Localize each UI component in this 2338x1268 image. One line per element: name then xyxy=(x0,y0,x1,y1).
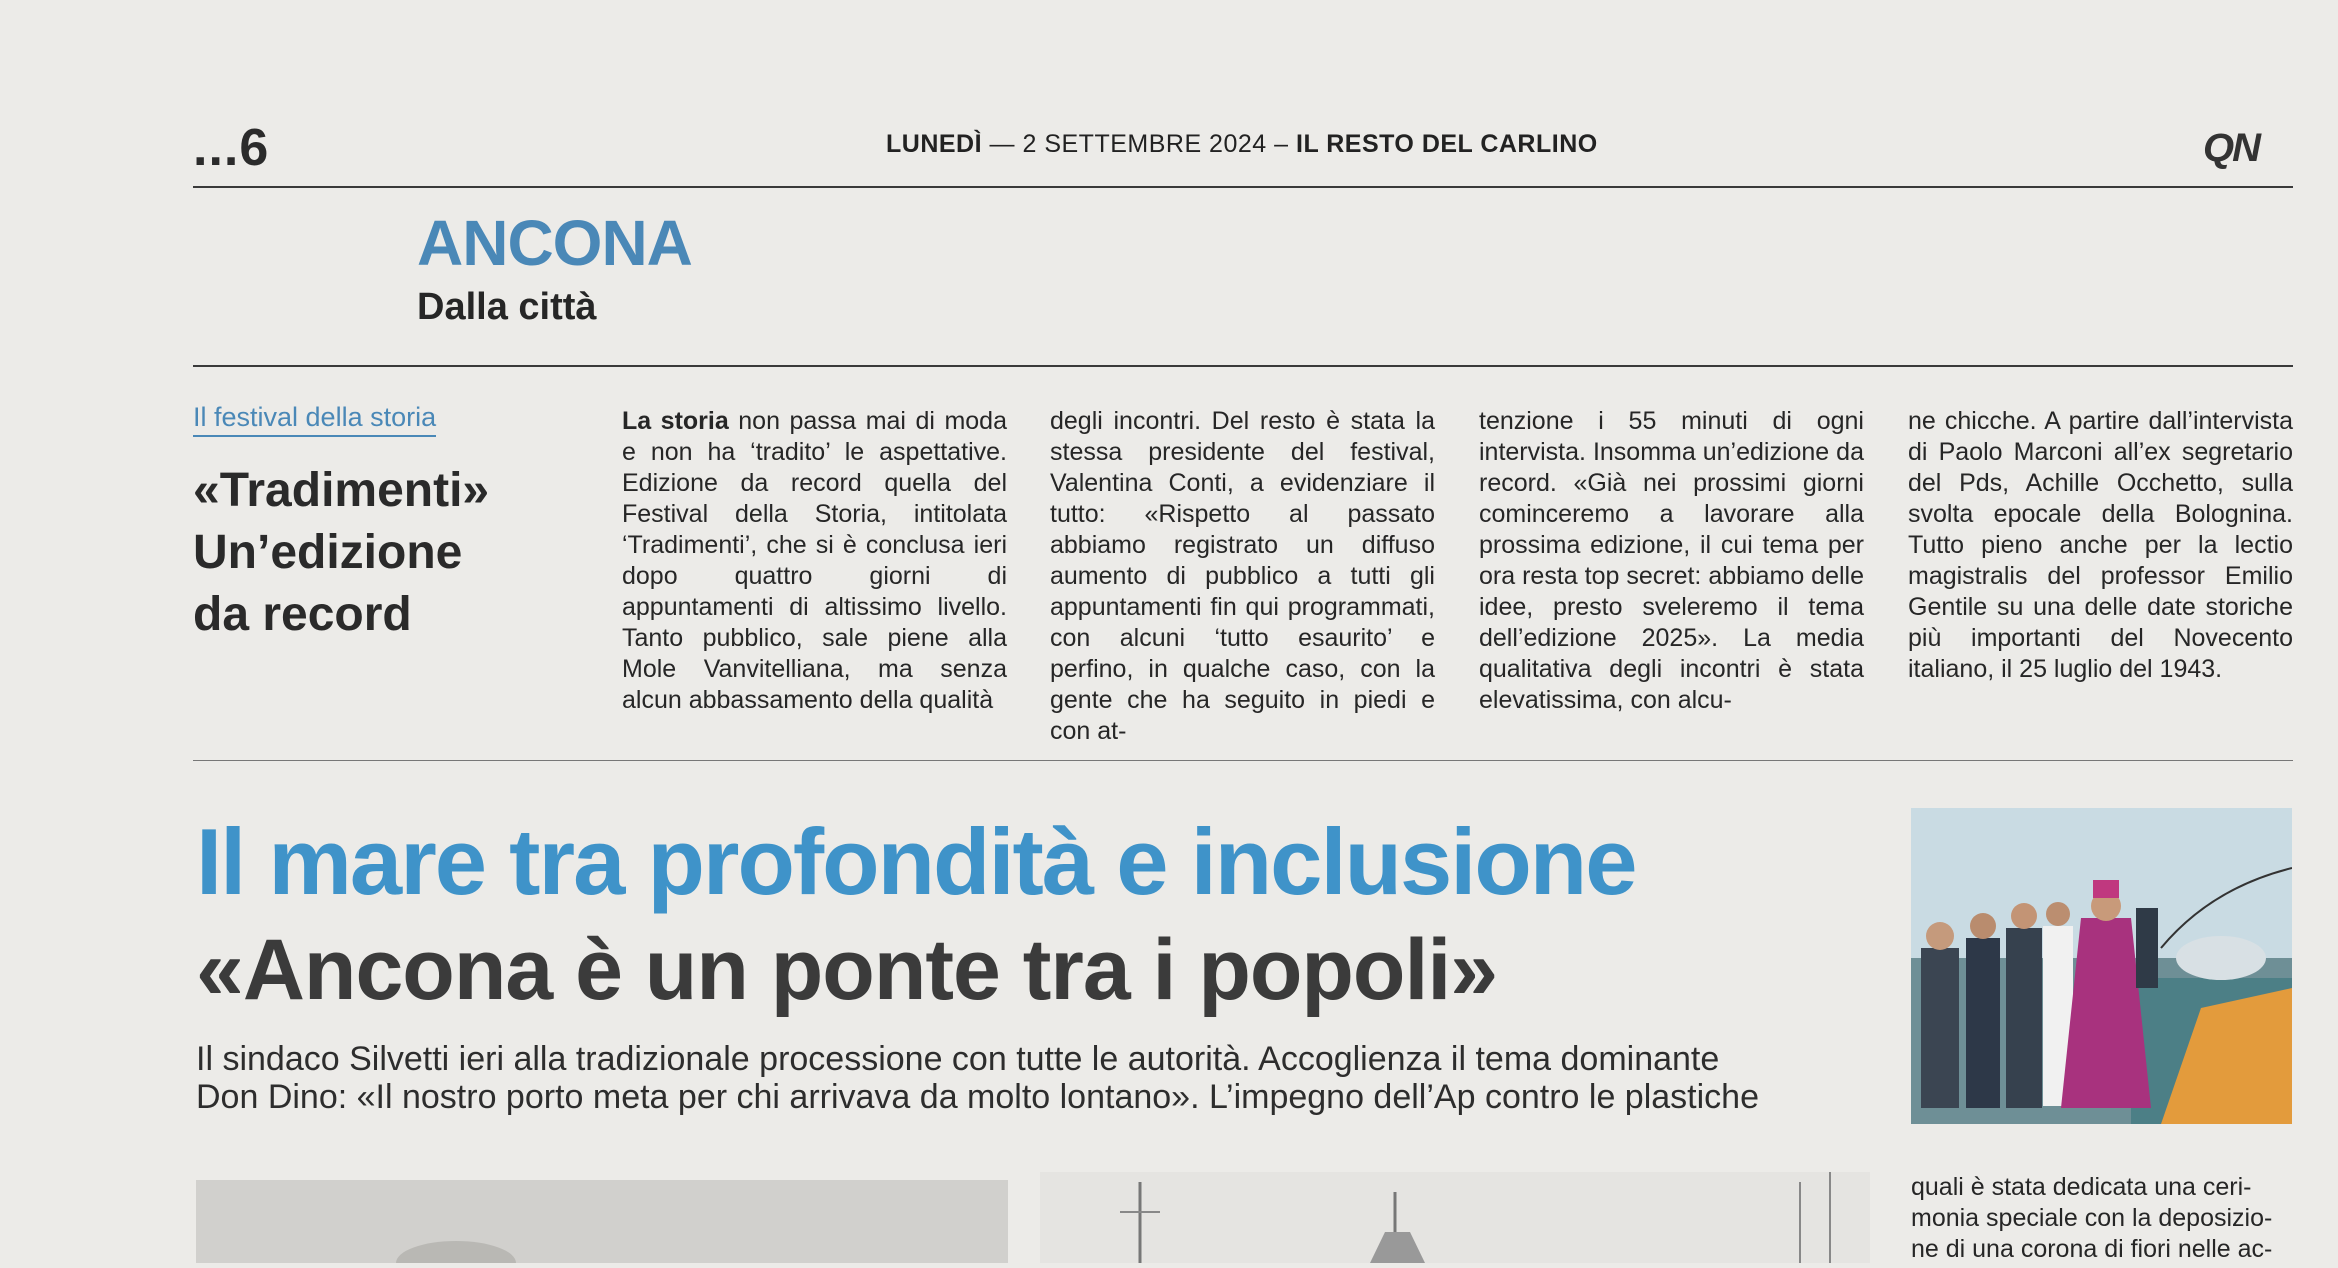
article-kicker: Il festival della storia xyxy=(193,402,436,437)
article-column-3 xyxy=(1479,406,1864,716)
headline-line: da record xyxy=(193,588,412,641)
main-headline: Il mare tra profondità e inclusione xyxy=(196,809,1636,914)
summary-line: Don Dino: «Il nostro porto meta per chi arrivava da molto lontano». L’impegno dell’Ap contro le plastiche xyxy=(196,1078,1759,1116)
summary-line: Il sindaco Silvetti ieri alla tradizionale processione con tutte le autorità. Accoglienza il tema dominante xyxy=(196,1040,1720,1078)
dateline: LUNEDÌ — 2 SETTEMBRE 2024 – IL RESTO DEL CARLINO xyxy=(886,130,1598,158)
column-text: degli incontri. Del resto è stata la stessa presidente del festival, Valentina Conti, a evidenziare il tutto: «Rispetto al passato abbiamo registrato un diffuso aumento di pubblico a tutti gli appuntamenti fin qui programmati, con alcuni ‘tutto esaurito’ e perfino, in qualche caso, con la gente che ha seguito in piedi e con at- xyxy=(1050,407,1435,745)
side-text-line: ne di una corona di fiori nelle ac- xyxy=(1911,1235,2273,1263)
headline-line: «Tradimenti» xyxy=(193,464,490,517)
dateline-date: 2 SETTEMBRE 2024 xyxy=(1022,130,1267,158)
main-subheadline: «Ancona è un ponte tra i popoli» xyxy=(196,922,1498,1018)
side-column xyxy=(1911,1172,2292,1265)
qn-logo: QN xyxy=(2203,126,2259,170)
article-column-2 xyxy=(1050,406,1435,747)
dateline-day: LUNEDÌ xyxy=(886,130,983,158)
main-summary xyxy=(196,1040,1896,1116)
column-text: non passa mai di moda e non ha ‘tradito’ le aspettative. Edizione da record quella del Festival della Storia, intitolata ‘Tradimenti’, che si è conclusa ieri dopo quattro giorni di appuntamenti di altissimo livello. Tanto pubblico, sale piene alla Mole Vanvitelliana, ma senza alcun abbassamento della qualità xyxy=(622,407,1007,714)
harbor-photo-right xyxy=(1040,1172,1870,1263)
section-title: ANCONA xyxy=(417,207,692,279)
dateline-newspaper: IL RESTO DEL CARLINO xyxy=(1296,130,1598,158)
side-text-line: monia speciale con la deposizio- xyxy=(1911,1204,2273,1232)
side-text-line: quali è stata dedicata una ceri- xyxy=(1911,1173,2252,1201)
article-lead: La storia xyxy=(622,407,729,435)
harbor-photo-left xyxy=(196,1180,1008,1263)
section-subtitle: Dalla città xyxy=(417,286,597,328)
article-headline xyxy=(193,460,573,646)
column-text: tenzione i 55 minuti di ogni intervista. Insomma un’edizione da record. «Già nei prossimi giorni cominceremo a lavorare alla prossima edizione, il cui tema per ora resta top secret: abbiamo delle idee, presto sveleremo il tema dell’edizione 2025». La media qualitativa degli incontri è stata elevatissima, con alcu- xyxy=(1479,407,1864,714)
article-column-1 xyxy=(622,406,1007,716)
header-rule xyxy=(193,186,2293,188)
headline-line: Un’edizione xyxy=(193,526,463,579)
procession-photo xyxy=(1911,808,2292,1124)
column-text: ne chicche. A partire dall’intervista di Paolo Marconi all’ex segretario del Pds, Achille Occhetto, sulla svolta epocale della Bolognina. Tutto pieno anche per la lectio magistralis del professor Emilio Gentile su una delle date storiche più importanti del Novecento italiano, il 25 luglio del 1943. xyxy=(1908,407,2293,683)
article-rule xyxy=(193,760,2293,761)
page-number: ...6 xyxy=(193,119,270,177)
article-column-4 xyxy=(1908,406,2293,685)
section-rule xyxy=(193,365,2293,367)
